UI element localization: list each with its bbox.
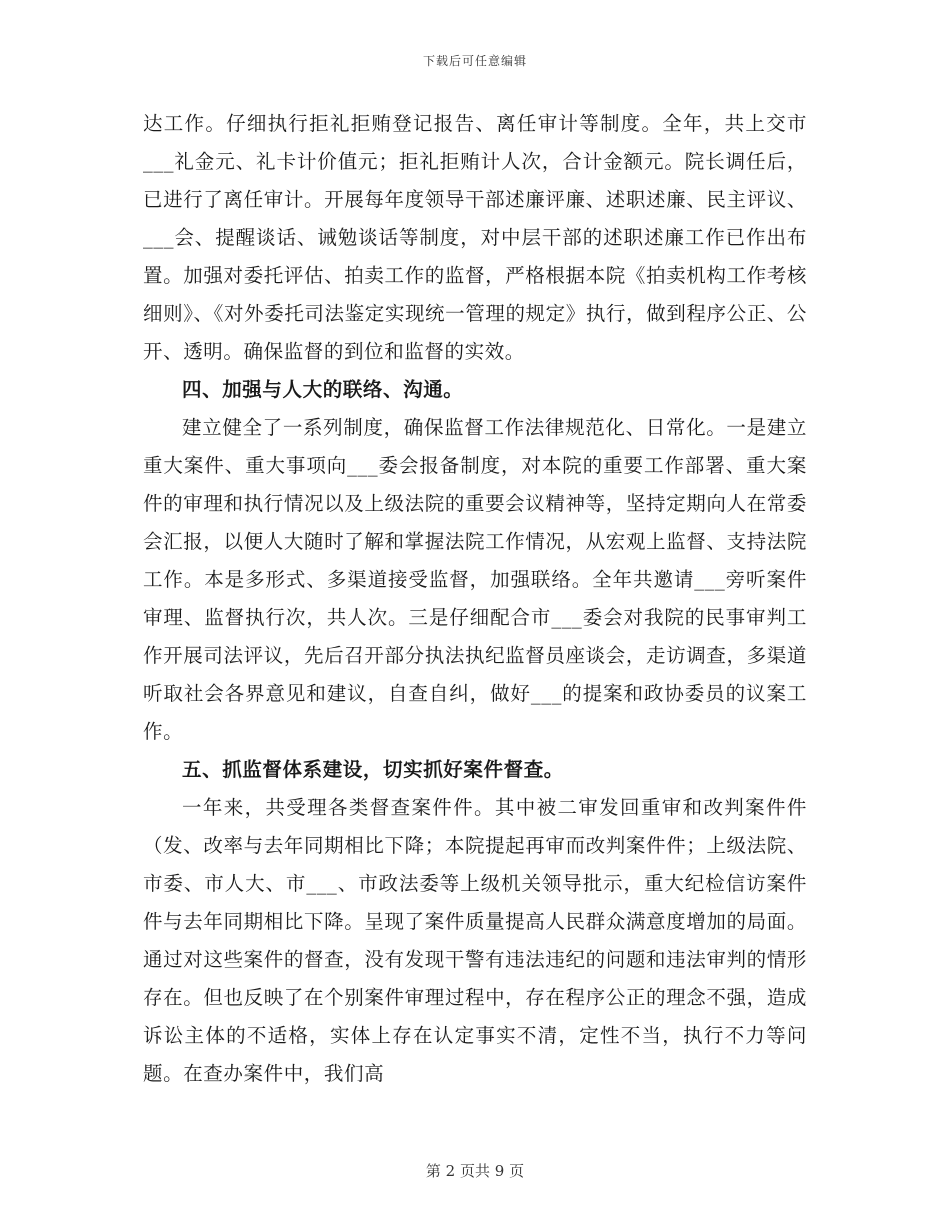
page-footer: 第 2 页共 9 页 [425, 1162, 525, 1180]
document-body [143, 105, 807, 1093]
paragraph-section-5: 一年来，共受理各类督查案件件。其中被二审发回重审和改判案件件（发、改率与去年同期相比下降；本院提起再审而改判案件件；上级法院、市委、市人大、市___、市政法委等上级机关领导批示，重大纪检信访案件件与去年同期相比下降。呈现了案件质量提高人民群众满意度增加的局面。通过对这些案件的督查，没有发现干警有违法违纪的问题和违法审判的情形存在。但也反映了在个别案件审理过程中，存在程序公正的理念不强，造成诉讼主体的不适格，实体上存在认定事实不清，定性不当，执行不力等问题。在查办案件中，我们高 [143, 796, 807, 1085]
page-header: 下载后可任意编辑 [422, 54, 527, 68]
section-heading-4: 四、加强与人大的联络、沟通。 [182, 378, 464, 401]
paragraph-section-4: 建立健全了一系列制度，确保监督工作法律规范化、日常化。一是建立重大案件、重大事项向___委会报备制度，对本院的重要工作部署、重大案件的审理和执行情况以及上级法院的重要会议精神等，坚持定期向人在常委会汇报，以便人大随时了解和掌握法院工作情况，从宏观上监督、支持法院工作。本是多形式、多渠道接受监督，加强联络。全年共邀请___旁听案件审理、监督执行次，共人次。三是仔细配合市___委会对我院的民事审判工作开展司法评议，先后召开部分执法执纪监督员座谈会，走访调查，多渠道听取社会各界意见和建议，自查自纠，做好___的提案和政协委员的议案工作。 [143, 416, 807, 743]
paragraph-continuation: 达工作。仔细执行拒礼拒贿登记报告、离任审计等制度。全年，共上交市___礼金元、礼卡计价值元；拒礼拒贿计人次，合计金额元。院长调任后，已进行了离任审计。开展每年度领导干部述廉评廉、述职述廉、民主评议、___会、提醒谈话、诫勉谈话等制度，对中层干部的述职述廉工作已作出布置。加强对委托评估、拍卖工作的监督，严格根据本院《拍卖机构工作考核细则》、《对外委托司法鉴定实现统一管理的规定》执行，做到程序公正、公开、透明。确保监督的到位和监督的实效。 [143, 112, 807, 363]
section-heading-5: 五、抓监督体系建设，切实抓好案件督查。 [182, 758, 564, 781]
